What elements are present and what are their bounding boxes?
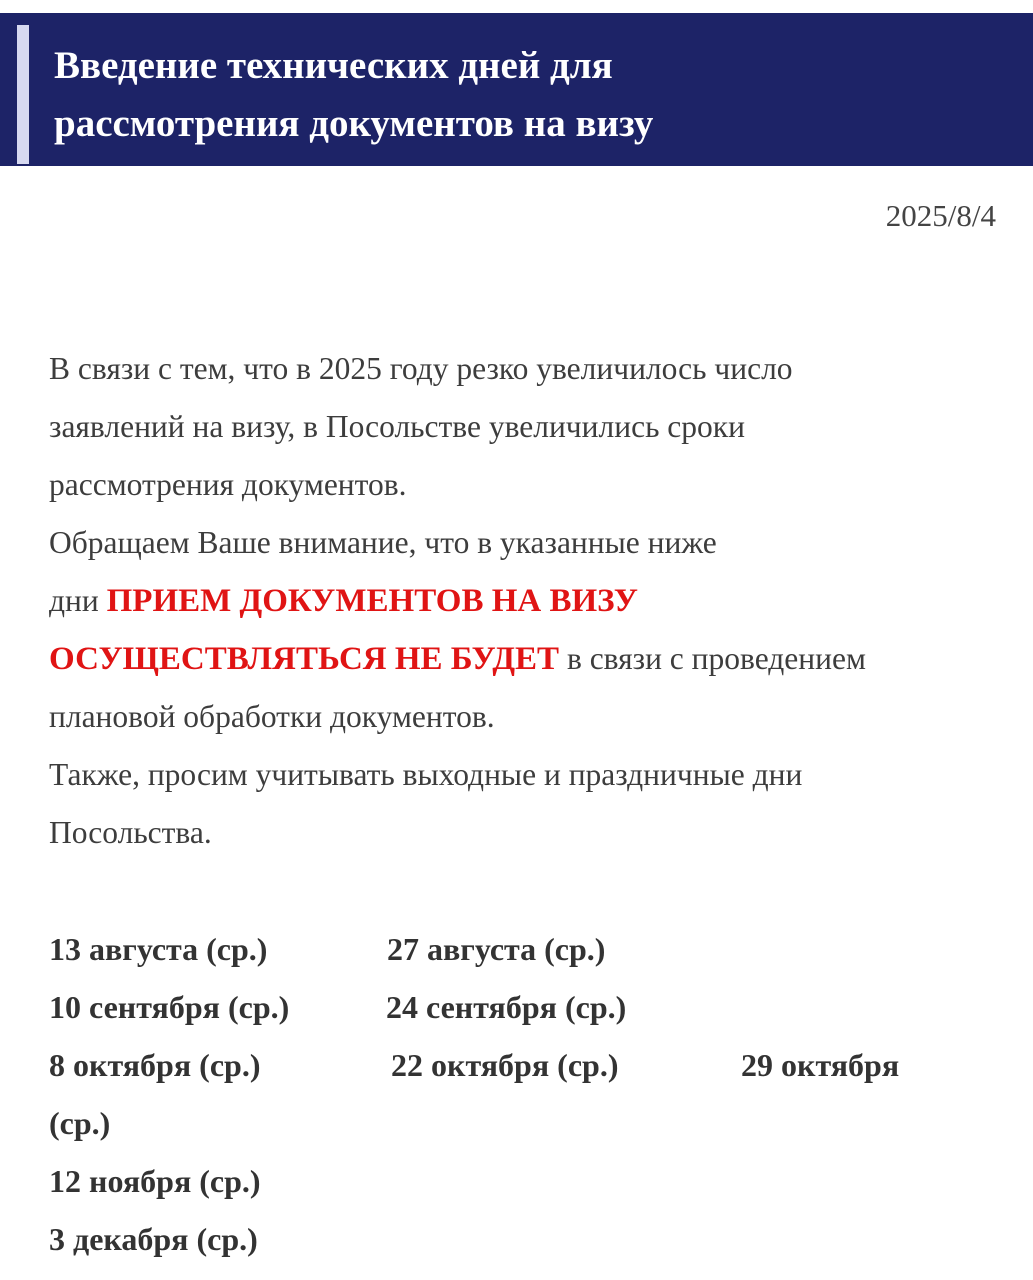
closed-day: 13 августа (ср.) — [49, 931, 268, 967]
body-line — [49, 572, 999, 630]
body-line: Также, просим учитывать выходные и праздничные дни — [49, 757, 803, 792]
body-line: Посольства. — [49, 815, 212, 850]
closed-days-row — [49, 1210, 1009, 1268]
closed-days-row — [49, 1152, 1009, 1210]
page-title — [54, 37, 1014, 153]
notice-body — [49, 340, 999, 862]
closed-days-row — [49, 978, 1009, 1036]
closed-day: 24 сентября (ср.) — [386, 989, 627, 1025]
closed-days-row — [49, 920, 1009, 978]
closed-days-row — [49, 1036, 1009, 1094]
closed-day: 27 августа (ср.) — [387, 931, 606, 967]
highlight-warning-text: ОСУЩЕСТВЛЯТЬСЯ НЕ БУДЕТ — [49, 641, 560, 677]
page-title-line-1: Введение технических дней для — [54, 44, 613, 87]
closed-day-wrap: (ср.) — [49, 1105, 111, 1141]
body-line: заявлений на визу, в Посольстве увеличились сроки — [49, 409, 745, 444]
highlight-warning-text: ПРИЕМ ДОКУМЕНТОВ НА ВИЗУ — [106, 583, 638, 619]
body-line — [49, 630, 999, 688]
closed-day: 29 октября — [741, 1047, 900, 1083]
body-text-fragment: в связи с проведением — [559, 641, 866, 676]
closed-day: 8 октября (ср.) — [49, 1047, 261, 1083]
page-title-line-2: рассмотрения документов на визу — [54, 102, 654, 145]
notice-header — [0, 13, 1033, 166]
body-line: рассмотрения документов. — [49, 467, 407, 502]
closed-days-row — [49, 1094, 1009, 1152]
body-line: Обращаем Ваше внимание, что в указанные ниже — [49, 525, 717, 560]
closed-days-list — [49, 920, 1009, 1268]
closed-day: 22 октября (ср.) — [391, 1047, 619, 1083]
closed-day: 10 сентября (ср.) — [49, 989, 290, 1025]
publish-date: 2025/8/4 — [885, 198, 996, 233]
closed-day: 12 ноября (ср.) — [49, 1163, 261, 1199]
body-text-fragment: дни — [49, 583, 107, 618]
closed-day: 3 декабря (ср.) — [49, 1221, 258, 1257]
body-line: В связи с тем, что в 2025 году резко увеличилось число — [49, 351, 793, 386]
body-line: плановой обработки документов. — [49, 699, 495, 734]
header-accent-bar — [17, 25, 29, 164]
